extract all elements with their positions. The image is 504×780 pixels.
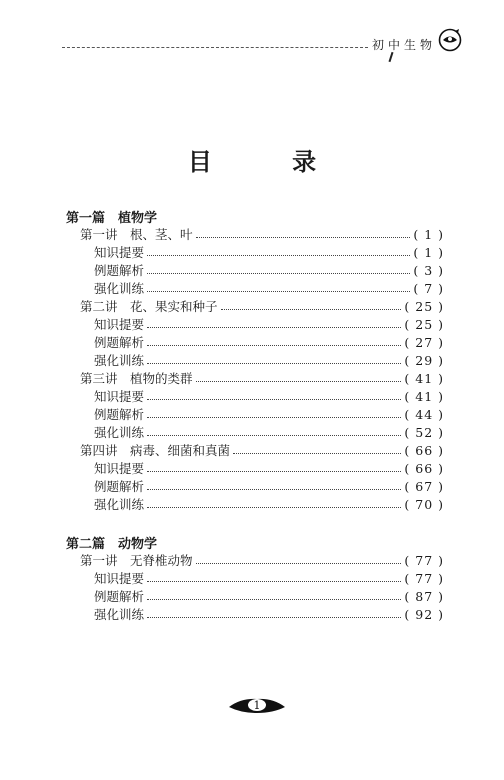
toc-chapter: [80, 297, 444, 315]
toc-page-number: ( 25 ): [404, 298, 444, 314]
header-title: 初中生物: [372, 38, 437, 52]
toc-leader-dots: [147, 581, 401, 582]
toc-entry-label: 强化训练: [94, 497, 145, 512]
toc-entry-label: 例题解析: [94, 263, 145, 278]
toc-page-number: ( 3 ): [413, 262, 444, 278]
toc-leader-dots: [147, 617, 401, 618]
toc-entry-label: 第四讲 病毒、细菌和真菌: [80, 443, 231, 458]
page-number: 1: [253, 699, 261, 712]
toc-page-number: ( 41 ): [404, 388, 444, 404]
toc-page-number: ( 67 ): [404, 478, 444, 494]
toc-page-number: ( 7 ): [413, 280, 444, 296]
toc-page-number: ( 70 ): [404, 496, 444, 512]
toc-section: [94, 477, 444, 495]
toc-section: [94, 387, 444, 405]
toc-page-number: ( 66 ): [404, 442, 444, 458]
toc-page-number: ( 1 ): [413, 226, 444, 242]
toc-section: [94, 261, 444, 279]
toc-section: [94, 569, 444, 587]
toc-page-number: ( 77 ): [404, 570, 444, 586]
toc-section: [94, 405, 444, 423]
page-title: 目 录: [187, 147, 353, 176]
toc-entry-label: 强化训练: [94, 353, 145, 368]
toc-page-number: ( 52 ): [404, 424, 444, 440]
toc-entry-label: 知识提要: [94, 461, 145, 476]
toc-page-number: ( 25 ): [404, 316, 444, 332]
toc-leader-dots: [147, 399, 401, 400]
toc-section: [94, 243, 444, 261]
toc-entry-label: 第一篇 植物学: [66, 210, 158, 225]
toc-section: [94, 333, 444, 351]
toc-page-number: ( 29 ): [404, 352, 444, 368]
toc-entry-label: 例题解析: [94, 335, 145, 350]
toc-leader-dots: [221, 309, 402, 310]
toc-leader-dots: [147, 507, 401, 508]
toc-entry-label: 知识提要: [94, 245, 145, 260]
toc-page-number: ( 92 ): [404, 606, 444, 622]
toc-page-number: ( 77 ): [404, 552, 444, 568]
toc-leader-dots: [147, 327, 401, 328]
toc-leader-dots: [196, 237, 411, 238]
toc-section: [94, 351, 444, 369]
toc-chapter: [80, 551, 444, 569]
toc-section: [94, 459, 444, 477]
toc-leader-dots: [233, 453, 401, 454]
toc-part: [66, 533, 157, 551]
toc-entry-label: 例题解析: [94, 589, 145, 604]
toc-entry-label: 第二篇 动物学: [66, 536, 158, 551]
toc-page-number: ( 87 ): [404, 588, 444, 604]
toc-leader-dots: [147, 363, 401, 364]
toc-entry-label: 第三讲 植物的类群: [80, 371, 193, 386]
toc-entry-label: 第一讲 无脊椎动物: [80, 553, 193, 568]
toc-section: [94, 315, 444, 333]
toc-leader-dots: [147, 435, 401, 436]
toc-chapter: [80, 369, 444, 387]
toc-leader-dots: [147, 273, 410, 274]
toc-leader-dots: [147, 345, 401, 346]
toc-section: [94, 423, 444, 441]
toc-entry-label: 知识提要: [94, 571, 145, 586]
toc-section: [94, 279, 444, 297]
toc-leader-dots: [147, 599, 401, 600]
toc-leader-dots: [196, 563, 402, 564]
toc-part: [66, 207, 157, 225]
toc-entry-label: 知识提要: [94, 317, 145, 332]
toc-page-number: ( 1 ): [413, 244, 444, 260]
toc-chapter: [80, 441, 444, 459]
toc-entry-label: 强化训练: [94, 281, 145, 296]
toc-entry-label: 强化训练: [94, 607, 145, 622]
toc-entry-label: 第二讲 花、果实和种子: [80, 299, 218, 314]
toc-leader-dots: [147, 417, 401, 418]
page-number-badge: [227, 694, 287, 718]
toc-section: [94, 495, 444, 513]
toc-leader-dots: [147, 291, 410, 292]
toc-leader-dots: [147, 471, 401, 472]
toc-leader-dots: [147, 489, 401, 490]
toc-page-number: ( 41 ): [404, 370, 444, 386]
toc-entry-label: 例题解析: [94, 407, 145, 422]
toc-section: [94, 605, 444, 623]
toc-section: [94, 587, 444, 605]
toc-entry-label: 第一讲 根、茎、叶: [80, 227, 193, 242]
toc-leader-dots: [147, 255, 410, 256]
toc-leader-dots: [196, 381, 402, 382]
toc-page-number: ( 44 ): [404, 406, 444, 422]
toc-page-number: ( 27 ): [404, 334, 444, 350]
toc-chapter: [80, 225, 444, 243]
toc-entry-label: 强化训练: [94, 425, 145, 440]
toc-page-number: ( 66 ): [404, 460, 444, 476]
toc-entry-label: 知识提要: [94, 389, 145, 404]
toc-entry-label: 例题解析: [94, 479, 145, 494]
